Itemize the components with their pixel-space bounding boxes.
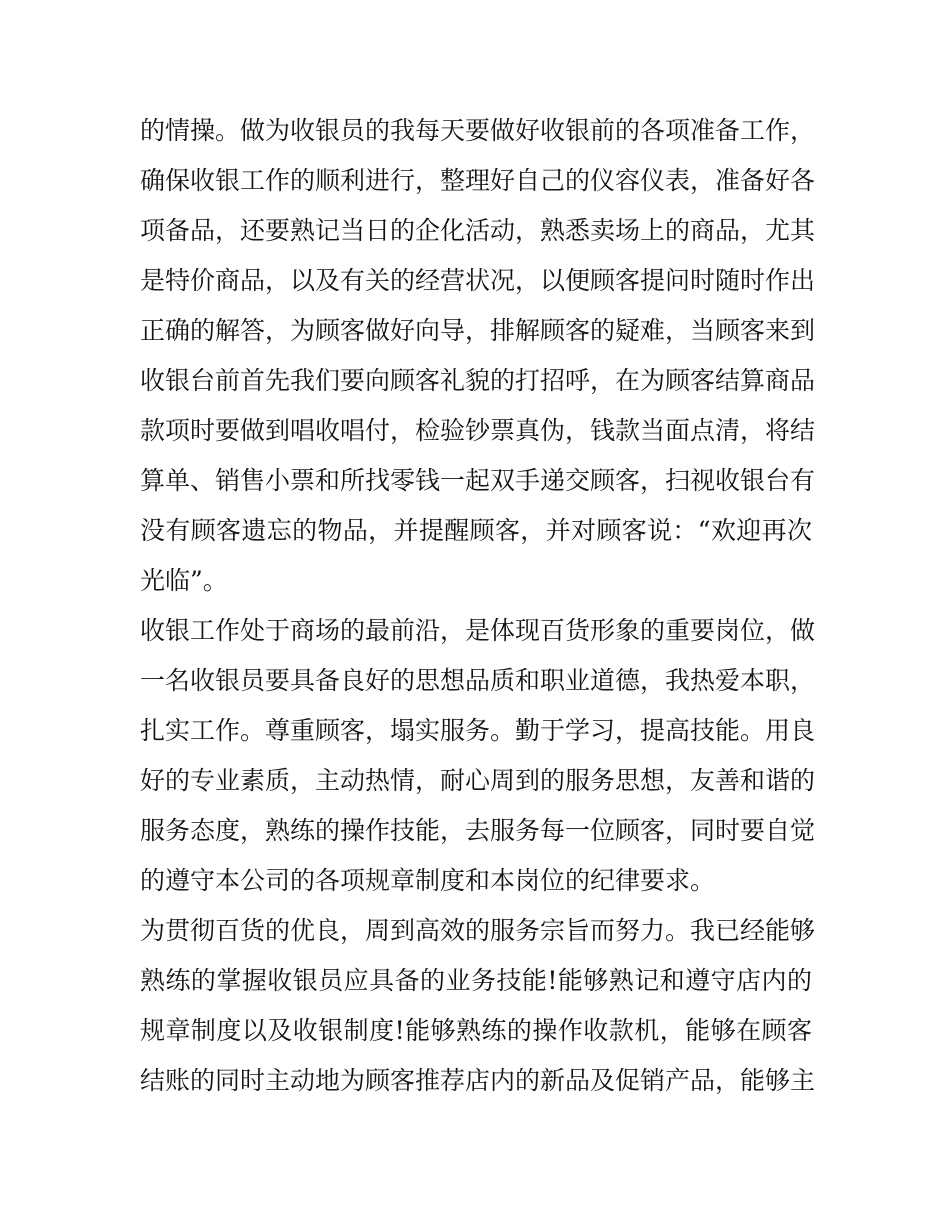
text-line: 规章制度以及收银制度!能够熟练的操作收款机，能够在顾客 xyxy=(140,1016,812,1045)
text-line: 确保收银工作的顺利进行，整理好自己的仪容仪表，准备好各 xyxy=(140,166,816,195)
text-line: 收银工作处于商场的最前沿，是体现百货形象的重要岗位，做 xyxy=(140,616,816,645)
text-line: 收银台前首先我们要向顾客礼貌的打招呼，在为顾客结算商品 xyxy=(140,366,816,395)
text-line: 熟练的掌握收银员应具备的业务技能!能够熟记和遵守店内的 xyxy=(140,966,812,995)
text-line: 正确的解答，为顾客做好向导，排解顾客的疑难，当顾客来到 xyxy=(140,316,816,345)
text-line: 是特价商品，以及有关的经营状况，以便顾客提问时随时作出 xyxy=(140,266,816,295)
text-line: 款项时要做到唱收唱付，检验钞票真伪，钱款当面点清，将结 xyxy=(140,416,816,445)
text-line: 的情操。做为收银员的我每天要做好收银前的各项准备工作， xyxy=(140,116,816,145)
document-body xyxy=(140,106,816,1106)
text-line: 的遵守本公司的各项规章制度和本岗位的纪律要求。 xyxy=(140,866,716,895)
text-line: 没有顾客遗忘的物品，并提醒顾客，并对顾客说：“欢迎再次 xyxy=(140,516,812,545)
text-line: 服务态度，熟练的操作技能，去服务每一位顾客，同时要自觉 xyxy=(140,816,816,845)
text-line: 项备品，还要熟记当日的企化活动，熟悉卖场上的商品，尤其 xyxy=(140,216,816,245)
text-line: 扎实工作。尊重顾客，塌实服务。勤于学习，提高技能。用良 xyxy=(140,716,816,745)
text-line: 结账的同时主动地为顾客推荐店内的新品及促销产品，能够主 xyxy=(140,1066,816,1095)
text-line: 一名收银员要具备良好的思想品质和职业道德，我热爱本职， xyxy=(140,666,816,695)
text-line: 算单、销售小票和所找零钱一起双手递交顾客，扫视收银台有 xyxy=(140,466,816,495)
text-line: 为贯彻百货的优良，周到高效的服务宗旨而努力。我已经能够 xyxy=(140,916,816,945)
text-line: 光临”。 xyxy=(140,566,228,595)
text-line: 好的专业素质，主动热情，耐心周到的服务思想，友善和谐的 xyxy=(140,766,816,795)
